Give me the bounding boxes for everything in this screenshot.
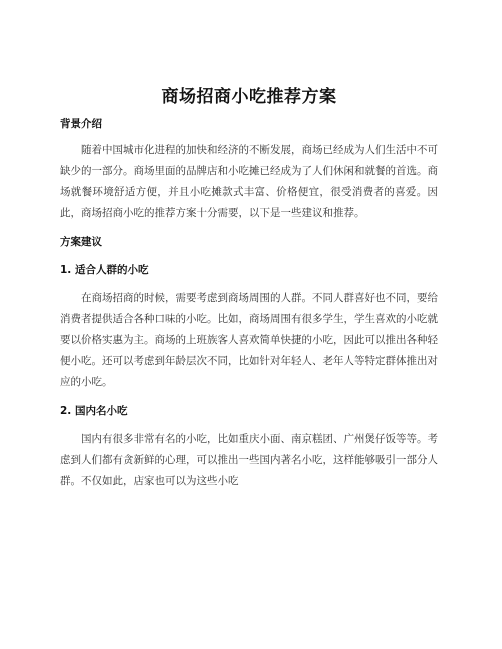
document-body — [60, 80, 438, 492]
section-1-paragraph: 在商场招商的时候，需要考虑到商场周围的人群。不同人群喜好也不同，要给消费者提供适合各种口味的小吃。比如，商场周围有很多学生，学生喜欢的小吃就要以价格实惠为主。商场的上班族客人喜欢简单快捷的小吃，因此可以推出各种轻便小吃。还可以考虑到年龄层次不同，比如针对年轻人、老年人等特定群体推出对应的小吃。 — [60, 292, 438, 388]
background-heading: 背景介绍 — [60, 118, 102, 130]
background-paragraph: 随着中国城市化进程的加快和经济的不断发展，商场已经成为人们生活中不可缺少的一部分。商场里面的品牌店和小吃摊已经成为了人们休闲和就餐的首选。商场就餐环境舒适方便，并且小吃摊款式丰富、价格便宜，很受消费者的喜爱。因此，商场招商小吃的推荐方案十分需要，以下是一些建议和推荐。 — [60, 144, 438, 219]
document-title: 商场招商小吃推荐方案 — [161, 87, 337, 107]
section-2-heading: 2. 国内名小吃 — [60, 405, 128, 417]
section-1-heading: 1. 适合人群的小吃 — [60, 264, 149, 276]
plan-heading: 方案建议 — [60, 236, 102, 248]
section-2-paragraph: 国内有很多非常有名的小吃，比如重庆小面、南京糕团、广州煲仔饭等等。考虑到人们都有贪新鲜的心理，可以推出一些国内著名小吃，这样能够吸引一部分人群。不仅如此，店家也可以为这些小吃 — [60, 433, 438, 487]
